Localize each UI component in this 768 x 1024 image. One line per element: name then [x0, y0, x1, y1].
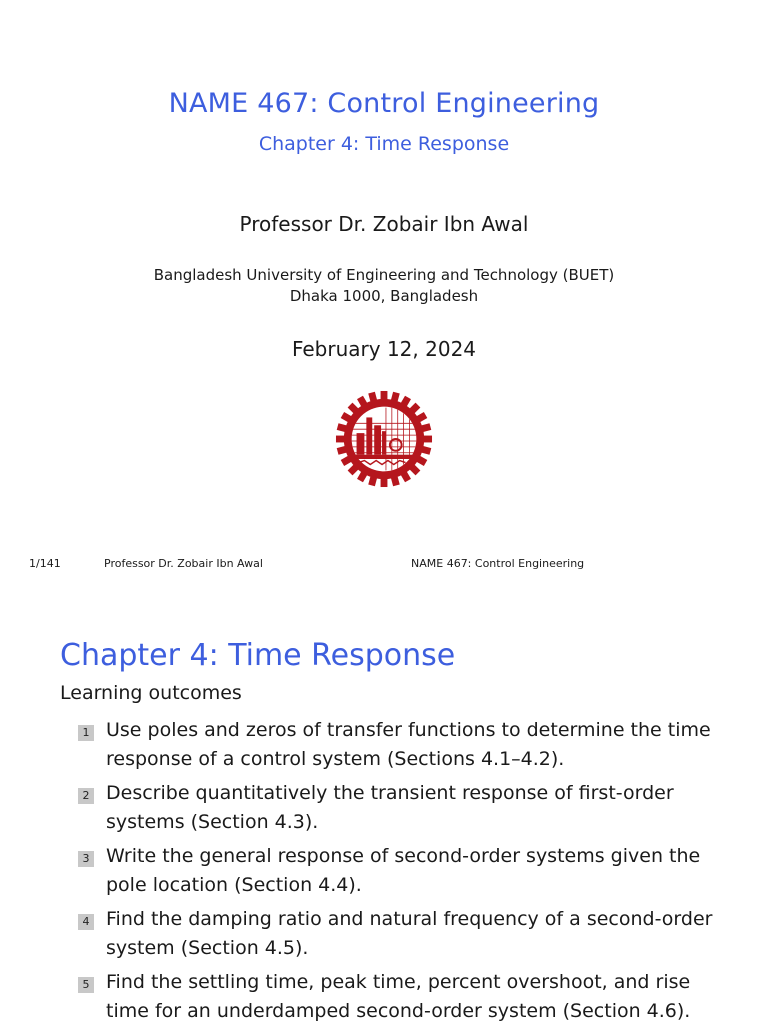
presentation-subtitle: Chapter 4: Time Response [258, 133, 510, 155]
page-number: 1/141 [29, 557, 61, 570]
outcome-text: Write the general response of second-order systems given the pole location (Section 4.4). [106, 845, 701, 896]
presentation-title: NAME 467: Control Engineering [168, 88, 600, 119]
presentation-date: February 12, 2024 [291, 337, 477, 361]
learning-outcomes-heading: Learning outcomes [60, 682, 242, 704]
footer-course: NAME 467: Control Engineering [411, 557, 585, 570]
outcome-text: Describe quantitatively the transient response of first-order systems (Section 4.3). [106, 782, 674, 833]
outcome-text: Find the settling time, peak time, percent overshoot, and rise time for an underdamped second-order system (Section 4.6). [106, 971, 691, 1022]
institution-line-2: Dhaka 1000, Bangladesh [289, 287, 479, 305]
outcome-item [76, 905, 716, 963]
outcome-item [76, 968, 716, 1024]
outcome-text: Find the damping ratio and natural frequency of a second-order system (Section 4.5). [106, 908, 713, 959]
slide-title: Chapter 4: Time Response [60, 638, 456, 673]
outcome-text: Use poles and zeros of transfer functions to determine the time response of a control system (Sections 4.1–4.2). [106, 719, 711, 770]
slide-footer [0, 557, 768, 575]
item-number-badge: 2 [78, 788, 94, 804]
item-number-badge: 4 [78, 914, 94, 930]
buet-logo-icon [335, 390, 433, 488]
item-number-badge: 5 [78, 977, 94, 993]
content-slide [0, 590, 768, 1024]
item-number-badge: 3 [78, 851, 94, 867]
outcome-item [76, 779, 716, 837]
outcome-item [76, 842, 716, 900]
author-name: Professor Dr. Zobair Ibn Awal [239, 212, 529, 236]
institution [0, 265, 768, 307]
learning-outcomes-list [76, 716, 716, 1024]
outcome-item [76, 716, 716, 774]
item-number-badge: 1 [78, 725, 94, 741]
footer-author: Professor Dr. Zobair Ibn Awal [104, 557, 263, 570]
institution-line-1: Bangladesh University of Engineering and Technology (BUET) [153, 266, 615, 284]
